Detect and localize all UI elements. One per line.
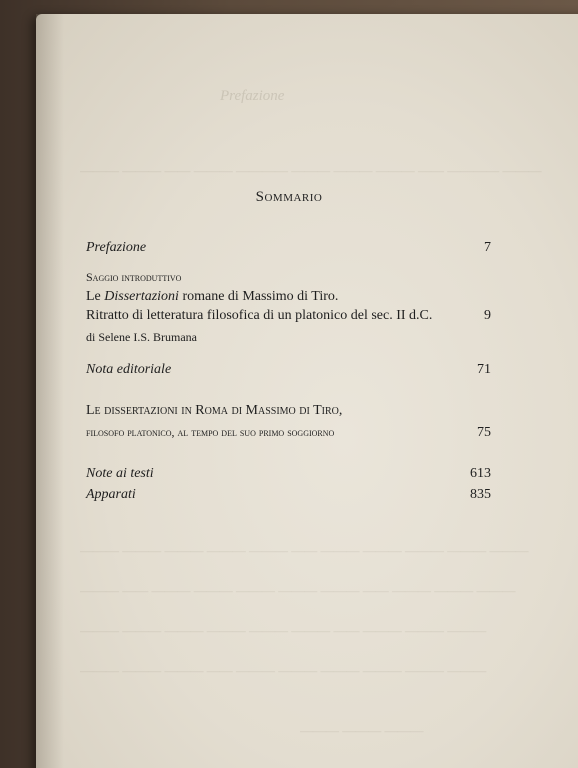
toc-entry-note — [86, 466, 491, 482]
toc-entry-label: Apparati — [86, 487, 136, 502]
toc-author-label: di Selene I.S. Brumana — [86, 330, 197, 344]
book-page — [36, 14, 578, 768]
toc-entry-page: 7 — [484, 240, 491, 255]
toc-entry-page: 71 — [477, 362, 491, 377]
toc-entry-filosofo — [86, 425, 491, 441]
toc-entry-ritratto — [86, 308, 491, 324]
toc-entry-label-part: romane di Massimo di Tiro. — [178, 289, 339, 304]
show-through-text: ——— ——— ——— —— ——— ——— ——— ——— ——— ——— — [80, 663, 487, 678]
toc-entry-dissertazioni — [86, 289, 491, 305]
toc-title: Sommario — [255, 189, 323, 205]
toc-entry-label: Nota editoriale — [86, 362, 172, 377]
toc-entry-prefazione — [86, 240, 491, 256]
toc-entry-author — [86, 330, 491, 345]
toc-entry-label: Note ai testi — [86, 466, 154, 481]
toc-entry-label-part: Le — [86, 289, 105, 304]
toc-entry-label: Le dissertazioni in Roma di Massimo di Tiro, — [86, 403, 343, 418]
show-through-heading: Prefazione — [220, 88, 285, 104]
toc-entry-label: Ritratto di letteratura filosofica di un platonico del sec. II d.C. — [86, 308, 433, 323]
toc-entry-dissertazioni-roma — [86, 403, 491, 419]
toc-section-saggio — [86, 270, 491, 286]
page-gutter-shadow — [36, 14, 64, 768]
show-through-text: ——— ——— ——— ——— ——— ——— —— ——— ——— ——— — [80, 623, 487, 638]
show-through-text: ——— ——— —— ——— ———— ——— ——— ——— —— ———— ——— — [80, 163, 542, 178]
show-through-text: ——— ——— ——— — [300, 723, 424, 738]
toc-entry-label-italic: Dissertazioni — [104, 289, 179, 304]
toc-entry-page: 835 — [470, 487, 491, 502]
show-through-text: ——— —— ——— ——— ——— ——— ——— —— ——— ——— ——— — [80, 583, 516, 598]
toc-entry-label: Prefazione — [86, 240, 147, 255]
toc-entry-apparati — [86, 487, 491, 503]
toc-entry-page: 9 — [484, 308, 491, 323]
toc-entry-label: filosofo platonico, al tempo del suo primo soggiorno — [86, 425, 335, 439]
toc-section-label: Saggio introduttivo — [86, 270, 182, 284]
toc-entry-nota — [86, 362, 491, 378]
toc-entry-page: 613 — [470, 466, 491, 481]
show-through-text: ——— ——— ——— ——— ——— —— ——— ——— ——— ——— ——— — [80, 543, 529, 558]
toc-entry-page: 75 — [477, 425, 491, 440]
